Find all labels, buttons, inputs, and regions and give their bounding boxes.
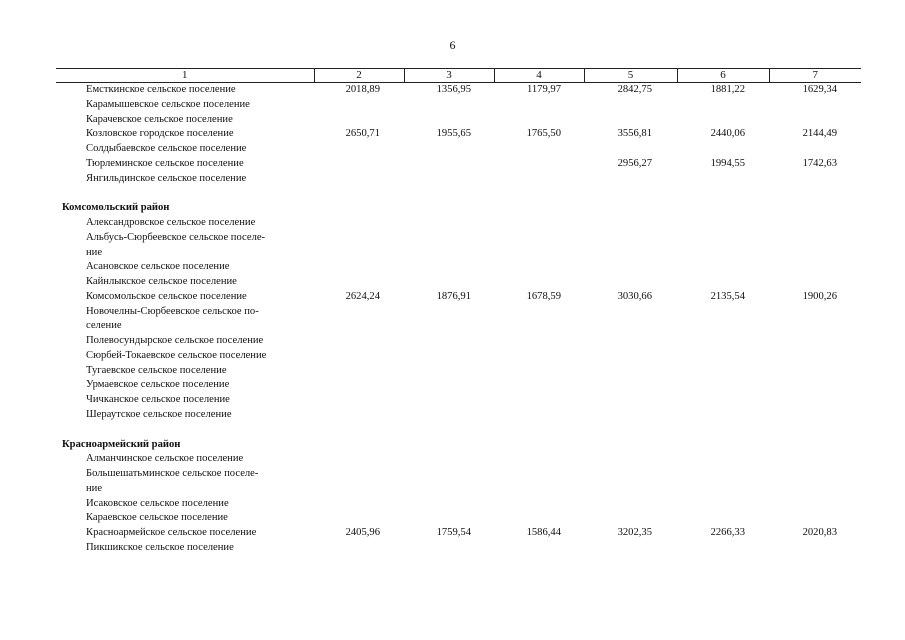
value-cell-col-2 (314, 393, 404, 408)
value-cell-col-2: 2624,24 (345, 290, 380, 302)
value-cell-col-5: 3030,66 (617, 290, 652, 302)
value-cell-col-6 (677, 260, 769, 275)
column-header-5: 5 (584, 69, 677, 83)
settlement-name: Большешатьминское сельское поселе- (86, 468, 259, 479)
spacer-cell (56, 186, 861, 201)
value-cell-col-4 (494, 305, 584, 320)
value-cell-col-5 (584, 142, 677, 157)
value-cell-col-6 (677, 305, 769, 320)
value-cell-col-6 (677, 319, 769, 334)
settlement-name: Исаковское сельское поселение (86, 497, 229, 509)
district-name: Красноармейский район (62, 438, 181, 450)
value-cell-col-7 (769, 216, 861, 231)
value-cell-col-5 (584, 231, 677, 246)
value-cell-col-4: 1765,50 (526, 128, 561, 140)
value-cell-col-3 (404, 467, 494, 482)
value-cell-col-5 (584, 216, 677, 231)
value-cell-col-7 (769, 364, 861, 379)
settlement-name: селение (86, 320, 122, 332)
value-cell-col-2: 2018,89 (345, 84, 380, 95)
table-row (56, 334, 861, 349)
settlement-name: Чичканское сельское поселение (86, 394, 230, 405)
value-cell-col-3 (404, 334, 494, 349)
value-cell-col-2 (314, 541, 404, 556)
value-cell-col-5: 2956,27 (617, 157, 652, 169)
table-row (56, 497, 861, 512)
value-cell-col-3 (404, 452, 494, 467)
table-row (56, 511, 861, 526)
value-cell-col-3 (404, 305, 494, 320)
value-cell-col-2 (314, 467, 404, 482)
settlement-name: Красноармейское сельское поселение (86, 527, 257, 538)
table-row (56, 305, 861, 320)
value-cell-col-6 (677, 349, 769, 364)
value-cell-col-2 (314, 260, 404, 275)
value-cell-col-5 (584, 482, 677, 497)
value-cell-col-6 (677, 231, 769, 246)
column-header-7: 7 (769, 69, 861, 83)
table-row (56, 452, 861, 467)
value-cell-col-5 (584, 378, 677, 393)
value-cell-col-4 (494, 216, 584, 231)
settlement-name: Альбусь-Сюрбеевское сельское поселе- (86, 231, 266, 243)
value-cell-col-5 (584, 408, 677, 423)
value-cell-col-4 (494, 334, 584, 349)
table-row (56, 319, 861, 334)
value-cell-col-4 (494, 452, 584, 467)
value-cell-col-4 (494, 364, 584, 379)
table-row (56, 83, 861, 98)
value-cell-col-6 (677, 408, 769, 423)
value-cell-col-5 (584, 497, 677, 512)
value-cell-col-5 (584, 113, 677, 128)
value-cell-col-2 (314, 364, 404, 379)
value-cell-col-2 (314, 482, 404, 497)
value-cell-col-6: 2135,54 (710, 290, 745, 302)
table-row (56, 98, 861, 113)
value-cell-col-5 (584, 364, 677, 379)
value-cell-col-7 (769, 452, 861, 467)
table-row (56, 467, 861, 482)
page-number: 6 (449, 38, 456, 52)
table-row (56, 408, 861, 423)
value-cell-col-3 (404, 172, 494, 187)
value-cell-col-6 (677, 482, 769, 497)
value-cell-col-2 (314, 246, 404, 261)
value-cell-col-5 (584, 393, 677, 408)
value-cell-col-2: 2650,71 (345, 128, 380, 140)
value-cell-col-4 (494, 541, 584, 556)
settlement-name: Асановское сельское поселение (86, 261, 230, 273)
value-cell-col-4 (494, 246, 584, 261)
value-cell-col-2 (314, 275, 404, 290)
value-cell-col-3 (404, 157, 494, 172)
settlement-name: ние (86, 482, 103, 494)
table-row (56, 275, 861, 290)
column-header-2: 2 (314, 69, 404, 83)
value-cell-col-6 (677, 511, 769, 526)
value-cell-col-2 (314, 231, 404, 246)
table-row (56, 541, 861, 556)
table-row (56, 260, 861, 275)
value-cell-col-4 (494, 275, 584, 290)
value-cell-col-5 (584, 452, 677, 467)
value-cell-col-4 (494, 319, 584, 334)
table-row (56, 127, 861, 142)
value-cell-col-5 (584, 349, 677, 364)
value-cell-col-4 (494, 393, 584, 408)
value-cell-col-5 (584, 246, 677, 261)
value-cell-col-7 (769, 275, 861, 290)
settlement-name: Караевское сельское поселение (86, 512, 228, 524)
value-cell-col-2 (314, 142, 404, 157)
table-row (56, 482, 861, 497)
value-cell-col-3 (404, 142, 494, 157)
table-row (56, 246, 861, 261)
value-cell-col-6 (677, 142, 769, 157)
district-row (56, 201, 861, 216)
table-row (56, 349, 861, 364)
settlement-name: Алманчинское сельское поселение (86, 453, 244, 465)
column-header-1: 1 (56, 69, 314, 83)
value-cell-col-7 (769, 113, 861, 128)
table-row (56, 378, 861, 393)
settlement-name: Шераутское сельское поселение (86, 408, 232, 420)
value-cell-col-6 (677, 497, 769, 512)
settlement-name: Тюрлеминское сельское поселение (86, 157, 244, 169)
settlement-name: ние (86, 246, 103, 258)
value-cell-col-6 (677, 98, 769, 113)
value-cell-col-3 (404, 511, 494, 526)
value-cell-col-7: 1900,26 (802, 290, 837, 302)
settlement-name: Комсомольское сельское поселение (86, 290, 247, 302)
value-cell-col-7 (769, 467, 861, 482)
value-cell-col-2 (314, 408, 404, 423)
value-cell-col-4 (494, 349, 584, 364)
value-cell-col-6 (677, 467, 769, 482)
value-cell-col-6: 1994,55 (710, 157, 745, 169)
value-cell-col-7: 2020,83 (802, 527, 837, 538)
value-cell-col-3: 1356,95 (436, 84, 471, 95)
value-cell-col-4 (494, 260, 584, 275)
value-cell-col-3 (404, 275, 494, 290)
value-cell-col-7 (769, 511, 861, 526)
value-cell-col-7 (769, 172, 861, 187)
value-cell-col-7 (769, 378, 861, 393)
value-cell-col-3: 1955,65 (436, 128, 471, 140)
value-cell-col-6 (677, 113, 769, 128)
spacer-row (56, 423, 861, 438)
value-cell-col-5 (584, 467, 677, 482)
value-cell-col-6 (677, 452, 769, 467)
value-cell-col-2 (314, 113, 404, 128)
table-row (56, 157, 861, 172)
value-cell-col-7 (769, 98, 861, 113)
value-cell-col-3 (404, 497, 494, 512)
value-cell-col-2 (314, 452, 404, 467)
value-cell-col-2: 2405,96 (345, 527, 380, 538)
value-cell-col-2 (314, 216, 404, 231)
value-cell-col-6 (677, 334, 769, 349)
district-row (56, 438, 861, 453)
value-cell-col-7 (769, 260, 861, 275)
table-row (56, 231, 861, 246)
table-body (56, 83, 861, 556)
column-header-4: 4 (494, 69, 584, 83)
table-row (56, 142, 861, 157)
settlement-name: Козловское городское поселение (86, 128, 234, 140)
value-cell-col-5 (584, 305, 677, 320)
value-cell-col-3 (404, 98, 494, 113)
value-cell-col-5 (584, 98, 677, 113)
settlement-name: Карачевское сельское поселение (86, 113, 233, 125)
value-cell-col-7 (769, 349, 861, 364)
value-cell-col-2 (314, 334, 404, 349)
value-cell-col-3: 1759,54 (436, 527, 471, 538)
settlement-name: Тугаевское сельское поселение (86, 364, 227, 376)
value-cell-col-2 (314, 305, 404, 320)
value-cell-col-7 (769, 231, 861, 246)
value-cell-col-4 (494, 482, 584, 497)
column-header-6: 6 (677, 69, 769, 83)
settlement-name: Новочелны-Сюрбеевское сельское по- (86, 305, 259, 317)
table-row (56, 216, 861, 231)
value-cell-col-6 (677, 275, 769, 290)
value-cell-col-5: 2842,75 (617, 84, 652, 95)
value-cell-col-5: 3556,81 (617, 128, 652, 140)
spacer-cell (56, 423, 861, 438)
settlement-name: Кайнлыкское сельское поселение (86, 276, 237, 287)
value-cell-col-6 (677, 378, 769, 393)
value-cell-col-4 (494, 172, 584, 187)
value-cell-col-4: 1179,97 (526, 84, 561, 95)
value-cell-col-4 (494, 378, 584, 393)
value-cell-col-5 (584, 260, 677, 275)
value-cell-col-7: 2144,49 (802, 128, 837, 140)
value-cell-col-3 (404, 378, 494, 393)
value-cell-col-5 (584, 275, 677, 290)
settlement-table (56, 68, 861, 556)
value-cell-col-4 (494, 467, 584, 482)
settlement-name: Пикшикское сельское поселение (86, 541, 234, 553)
value-cell-col-7 (769, 408, 861, 423)
table-row (56, 526, 861, 541)
settlement-name: Карамышевское сельское поселение (86, 98, 250, 110)
column-header-row (56, 69, 861, 83)
settlement-name: Александровское сельское поселение (86, 217, 256, 228)
value-cell-col-6: 2440,06 (710, 128, 745, 140)
table-row (56, 172, 861, 187)
district-name: Комсомольский район (62, 202, 170, 214)
value-cell-col-3 (404, 541, 494, 556)
value-cell-col-7 (769, 319, 861, 334)
value-cell-col-4 (494, 142, 584, 157)
value-cell-col-2 (314, 98, 404, 113)
value-cell-col-3 (404, 319, 494, 334)
value-cell-col-4 (494, 497, 584, 512)
value-cell-col-6 (677, 216, 769, 231)
value-cell-col-6: 1881,22 (710, 84, 745, 95)
value-cell-col-5 (584, 172, 677, 187)
value-cell-col-4 (494, 231, 584, 246)
settlement-name: Емсткинское сельское поселение (86, 84, 236, 95)
value-cell-col-7 (769, 541, 861, 556)
value-cell-col-6 (677, 541, 769, 556)
value-cell-col-3 (404, 364, 494, 379)
value-cell-col-6 (677, 172, 769, 187)
value-cell-col-7 (769, 246, 861, 261)
settlement-name: Янгильдинское сельское поселение (86, 172, 247, 184)
value-cell-col-3 (404, 260, 494, 275)
value-cell-col-4: 1678,59 (526, 290, 561, 302)
value-cell-col-5 (584, 334, 677, 349)
value-cell-col-7 (769, 497, 861, 512)
value-cell-col-3 (404, 231, 494, 246)
spacer-row (56, 186, 861, 201)
table-row (56, 113, 861, 128)
table-row (56, 364, 861, 379)
value-cell-col-3 (404, 113, 494, 128)
value-cell-col-6 (677, 364, 769, 379)
value-cell-col-4: 1586,44 (526, 527, 561, 538)
value-cell-col-4 (494, 157, 584, 172)
value-cell-col-3 (404, 349, 494, 364)
value-cell-col-7 (769, 393, 861, 408)
value-cell-col-6 (677, 393, 769, 408)
table-row (56, 393, 861, 408)
value-cell-col-7 (769, 142, 861, 157)
value-cell-col-2 (314, 157, 404, 172)
value-cell-col-2 (314, 349, 404, 364)
value-cell-col-3 (404, 482, 494, 497)
value-cell-col-4 (494, 511, 584, 526)
column-header-3: 3 (404, 69, 494, 83)
value-cell-col-7 (769, 334, 861, 349)
settlement-name: Полевосундырское сельское поселение (86, 335, 264, 346)
value-cell-col-5 (584, 511, 677, 526)
value-cell-col-6 (677, 246, 769, 261)
value-cell-col-5 (584, 541, 677, 556)
value-cell-col-4 (494, 98, 584, 113)
value-cell-col-7 (769, 482, 861, 497)
value-cell-col-3 (404, 246, 494, 261)
value-cell-col-2 (314, 511, 404, 526)
value-cell-col-5: 3202,35 (617, 527, 652, 538)
value-cell-col-2 (314, 319, 404, 334)
value-cell-col-4 (494, 408, 584, 423)
value-cell-col-5 (584, 319, 677, 334)
settlement-name: Сюрбей-Токаевское сельское поселение (86, 349, 267, 361)
value-cell-col-3 (404, 216, 494, 231)
value-cell-col-3 (404, 393, 494, 408)
value-cell-col-6: 2266,33 (710, 527, 745, 538)
value-cell-col-2 (314, 378, 404, 393)
settlement-name: Урмаевское сельское поселение (86, 379, 230, 391)
value-cell-col-3 (404, 408, 494, 423)
value-cell-col-7: 1742,63 (802, 157, 837, 169)
table-row (56, 290, 861, 305)
settlement-name: Солдыбаевское сельское поселение (86, 143, 247, 154)
value-cell-col-7 (769, 305, 861, 320)
value-cell-col-4 (494, 113, 584, 128)
value-cell-col-2 (314, 172, 404, 187)
value-cell-col-2 (314, 497, 404, 512)
value-cell-col-3: 1876,91 (436, 290, 471, 302)
value-cell-col-7: 1629,34 (802, 84, 837, 95)
